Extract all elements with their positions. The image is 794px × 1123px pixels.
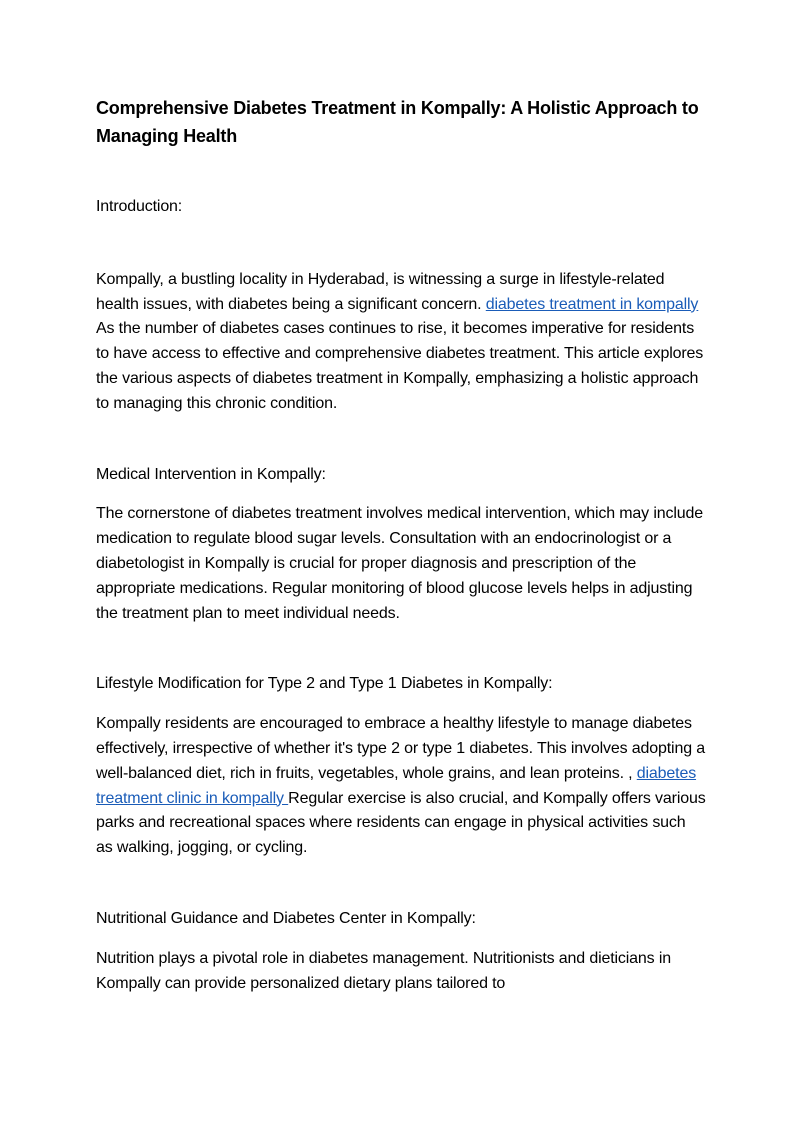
intro-text-after-link: As the number of diabetes cases continues to rise, it becomes imperative for residents to have access to effective and comprehensive diabetes treatment. This article explores the various aspects of diabetes treatment in Kompally, emphasizing a holistic approach to managing this chronic condition. bbox=[96, 320, 704, 412]
diabetes-clinic-link[interactable]: diabetes treatment clinic in kompally bbox=[96, 764, 697, 807]
intro-paragraph bbox=[96, 268, 706, 417]
document-title: Comprehensive Diabetes Treatment in Kompally: A Holistic Approach to Managing Health bbox=[96, 98, 699, 146]
document-page bbox=[96, 94, 706, 996]
lifestyle-text-after-link: Regular exercise is also crucial, and Kompally offers various parks and recreational spaces where residents can engage in physical activities such as walking, jogging, or cycling. bbox=[96, 789, 706, 857]
lifestyle-heading: Lifestyle Modification for Type 2 and Type 1 Diabetes in Kompally: bbox=[96, 675, 553, 693]
medical-heading: Medical Intervention in Kompally: bbox=[96, 465, 326, 483]
nutrition-heading: Nutritional Guidance and Diabetes Center in Kompally: bbox=[96, 909, 476, 927]
medical-paragraph: The cornerstone of diabetes treatment involves medical intervention, which may include medication to regulate blood sugar levels. Consultation with an endocrinologist or a diabetologist in Kompally is crucial for proper diagnosis and prescription of the appropriate medications. Regular monitoring of blood glucose levels helps in adjusting the treatment plan to meet individual needs. bbox=[96, 505, 703, 622]
diabetes-treatment-link[interactable]: diabetes treatment in kompally bbox=[485, 295, 699, 313]
lifestyle-text-before-link: Kompally residents are encouraged to embrace a healthy lifestyle to manage diabetes effectively, irrespective of whether it's type 2 or type 1 diabetes. This involves adopting a well-balanced diet, rich in fruits, vegetables, whole grains, and lean proteins. , bbox=[96, 715, 705, 782]
lifestyle-paragraph bbox=[96, 712, 706, 861]
intro-text-before-link: Kompally, a bustling locality in Hyderabad, is witnessing a surge in lifestyle-related health issues, with diabetes being a significant concern. bbox=[96, 270, 665, 313]
introduction-heading: Introduction: bbox=[96, 198, 183, 215]
nutrition-paragraph: Nutrition plays a pivotal role in diabetes management. Nutritionists and dieticians in Kompally can provide personalized dietary plans tailored to bbox=[96, 949, 671, 992]
